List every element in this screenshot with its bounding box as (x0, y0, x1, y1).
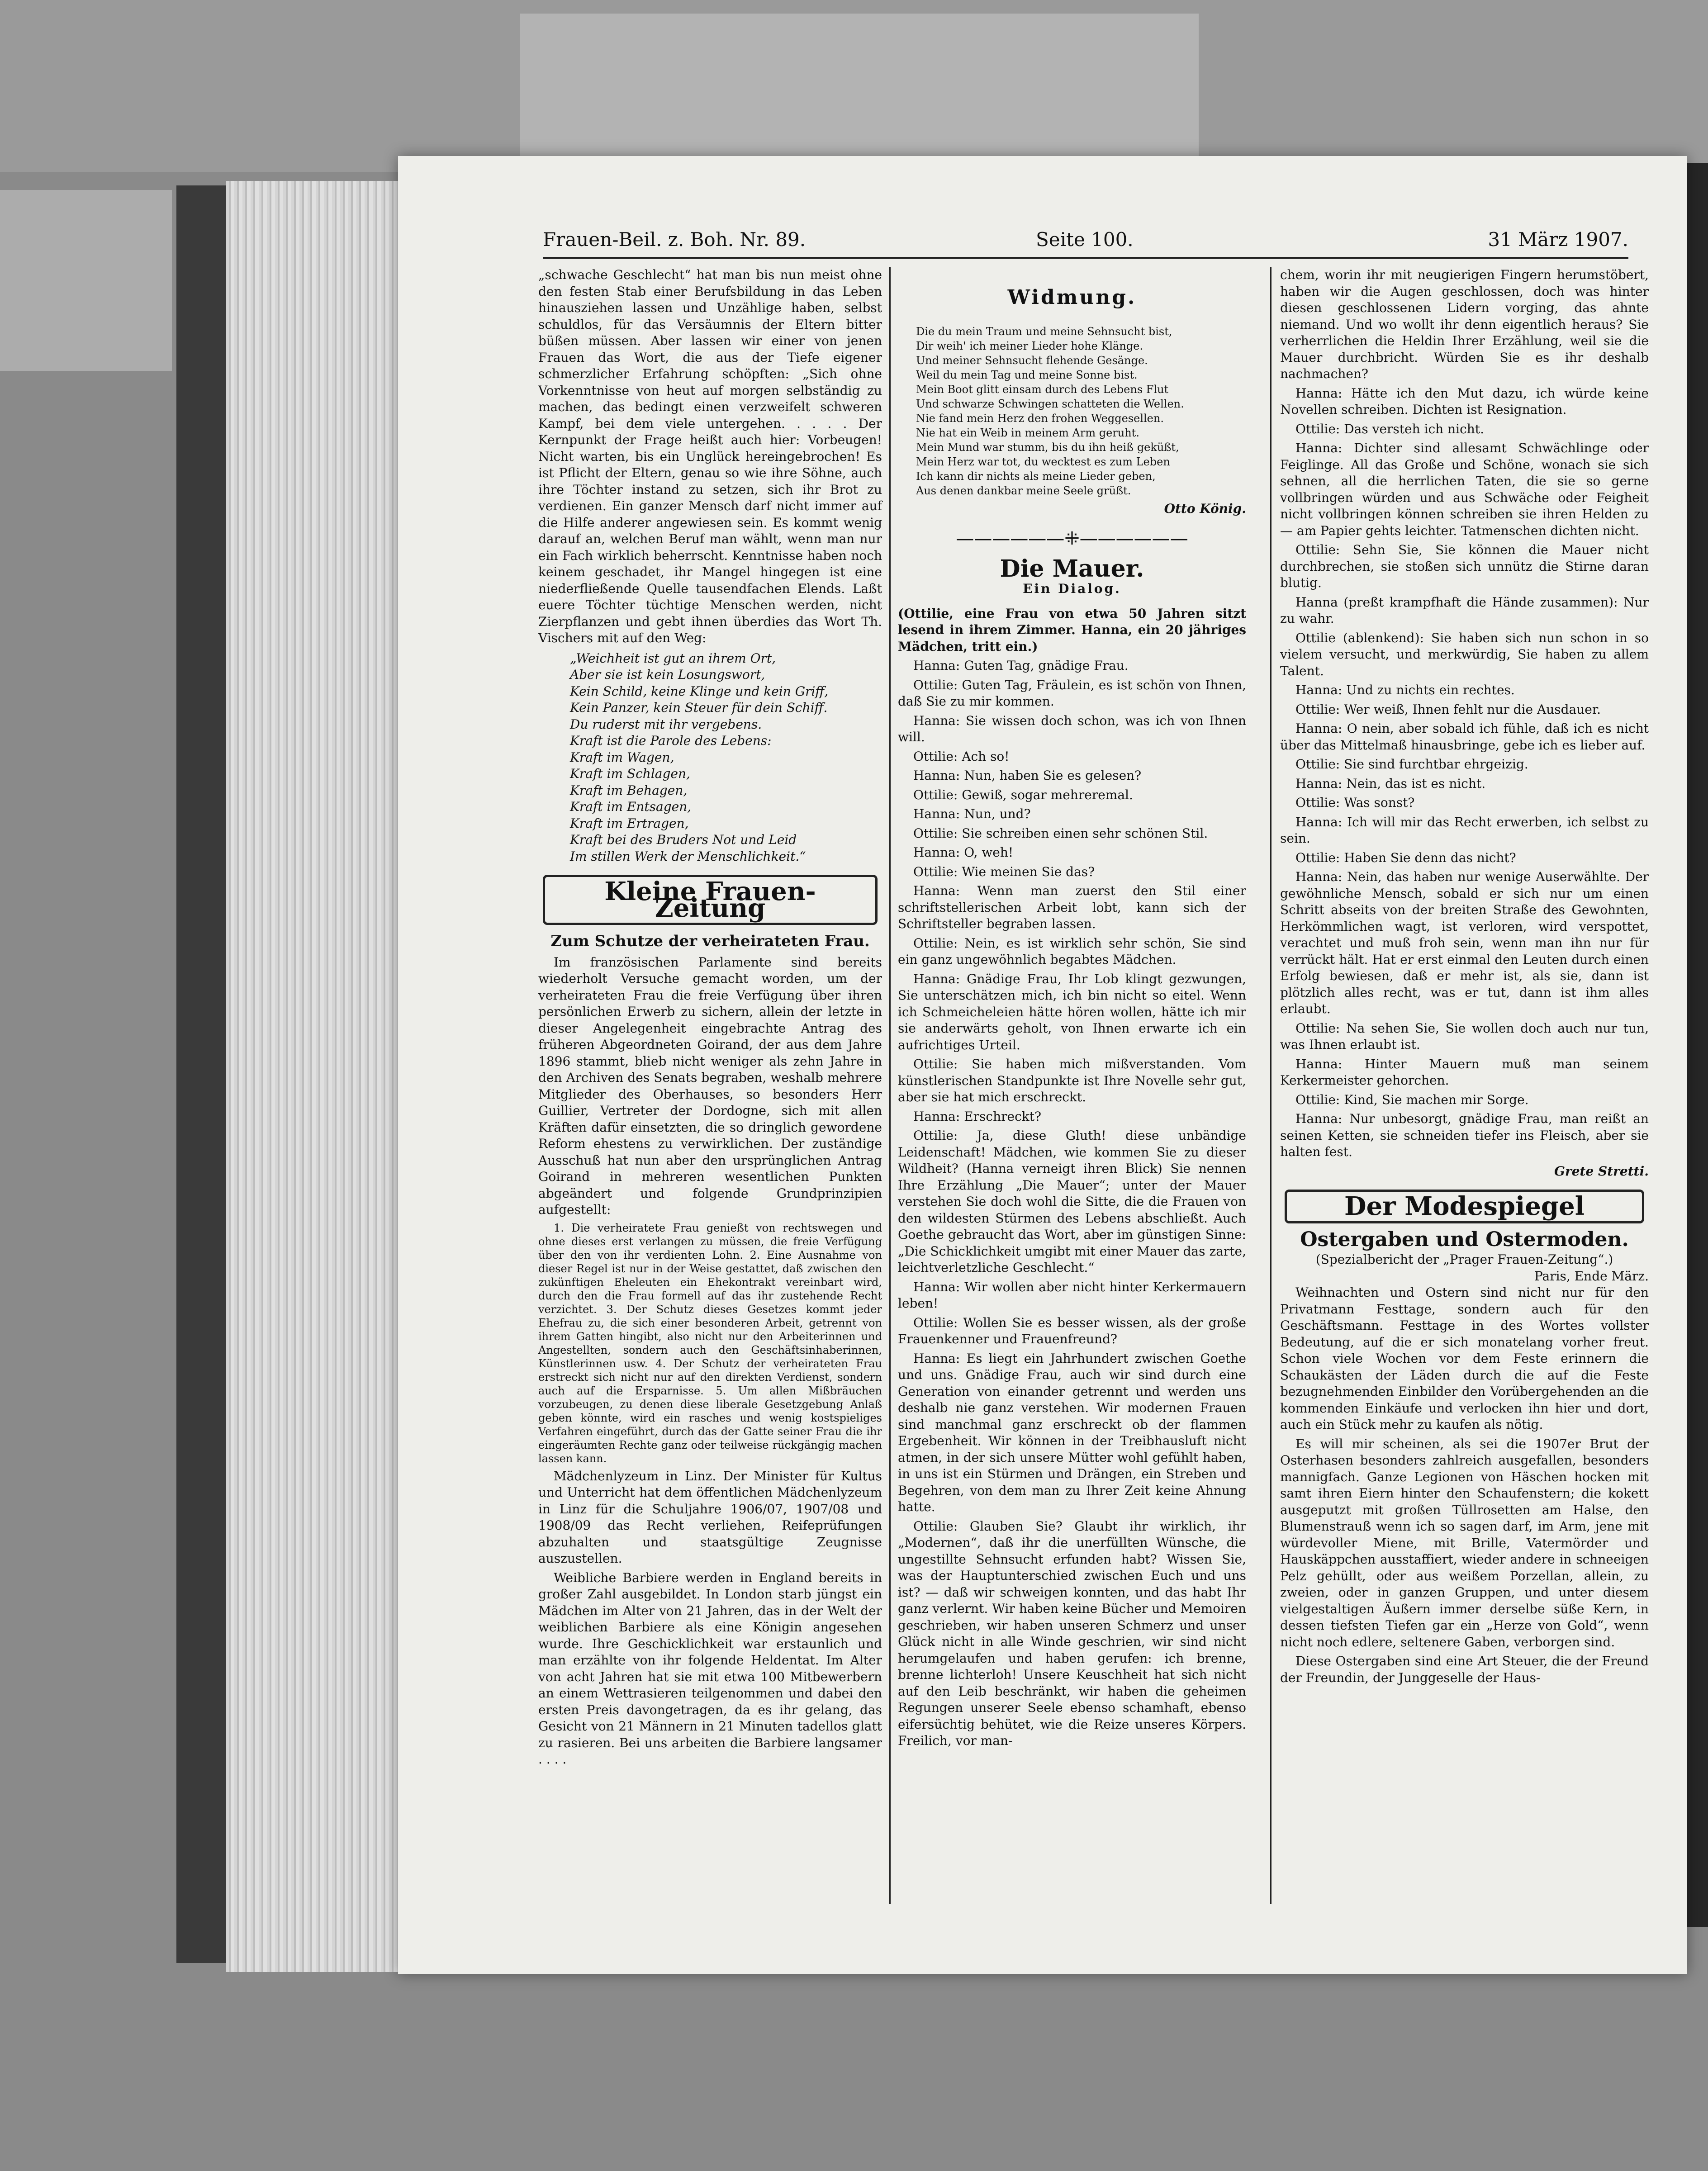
dialog-line: Hanna: Erschreckt? (913, 1109, 1041, 1124)
verse-line: Kein Schild, keine Klinge und kein Griff, (570, 683, 829, 699)
verse-line: Kein Panzer, kein Steuer für dein Schiff. (570, 700, 828, 715)
dialog-line: Ottilie: Ja, diese Gluth! diese unbändige Leidenschaft! Mädchen, wie kommen Sie zu dieser Wildheit? (Hanna verneigt ihren Blick) Sie nennen Ihre Erzählung „Die Mauer“; unter der Mauer verstehen Sie doch wohl die Sitte, die die Frauen von den wildesten Stürmen des Lebens abschließt. Auch Goethe gebraucht das Wort, aber im günstigen Sinne: „Die Schicklichkeit umgibt mit einer Mauer das zarte, leichtverletzliche Geschlecht.“ (898, 1128, 1246, 1275)
column-separator (889, 267, 891, 1904)
dialog-line: Ottilie: Wer weiß, Ihnen fehlt nur die Ausdauer. (1295, 702, 1601, 717)
poem-line: Nie fand mein Herz den frohen Weggesellen. (916, 412, 1164, 425)
dialog-line: Ottilie: Sehn Sie, Sie können die Mauer nicht durchbrechen, sie stoßen sich unnütz die Stirne daran blutig. (1280, 542, 1649, 590)
poem-line: Und schwarze Schwingen schatteten die Wellen. (916, 397, 1184, 410)
stage-direction: (Ottilie, eine Frau von etwa 50 Jahren sitzt lesend in ihrem Zimmer. Hanna, ein 20 jähriges Mädchen, tritt ein.) (898, 606, 1246, 654)
drama-author: Grete Stretti. (1554, 1163, 1649, 1179)
dialog-line: Ottilie: Na sehen Sie, Sie wollen doch auch nur tun, was Ihnen erlaubt ist. (1280, 1020, 1649, 1052)
header-page-number: Seite 100. (1036, 228, 1134, 251)
dialog-line: Ottilie: Glauben Sie? Glaubt ihr wirklich, ihr „Modernen“, daß ihr die unerfüllten Wünsche, die ungestillte Sehnsucht erfunden habt? Wissen Sie, was der Hauptunterschied zwischen Euch und uns ist? — daß wir schweigen konnten, und das habt Ihr ganz verlernt. Wir haben keine Bücher und Memoiren geschrieben, wir haben unseren Schmerz und unser Glück nicht in alle Winde geschrien, wir sind nicht herumgelaufen und haben gerufen: ich brenne, brenne lichterloh! Unsere Keuschheit hat sich nicht auf den Leib beschränkt, wir haben die geheimen Regungen unserer Seele ebenso schamhaft, ebenso eifersüchtig behütet, wie die Reize unseres Körpers. Freilich, vor man- (898, 1518, 1246, 1748)
fashion-title: Ostergaben und Ostermoden. (1300, 1228, 1629, 1251)
poem-author: Otto König. (1164, 501, 1246, 516)
dialog-line: Hanna: Wir wollen aber nicht hinter Kerkermauern leben! (898, 1279, 1246, 1311)
verse-line: Kraft im Entsagen, (570, 799, 692, 814)
dialog-line: Hanna: Sie wissen doch schon, was ich von Ihnen will. (898, 713, 1246, 744)
dialog-line: Ottilie: Wollen Sie es besser wissen, als der große Frauenkenner und Frauenfreund? (898, 1315, 1246, 1346)
dialog-line: Hanna: Hätte ich den Mut dazu, ich würde keine Novellen schreiben. Dichten ist Resignation. (1280, 385, 1649, 417)
article-paragraph: Weibliche Barbiere werden in England bereits in großer Zahl ausgebildet. In London starb jüngst ein Mädchen im Alter von 21 Jahren, das in der Welt der weiblichen Barbiere als eine Königin angesehen wurde. Ihre Geschicklichkeit war erstaunlich und man erzählte von ihr folgende Heldentat. Im Alter von acht Jahren hat sie mit etwa 100 Mitbewerbern an einem Wettrasieren teilgenommen und dabei den ersten Preis davongetragen, da es ihr gelang, das Gesicht von 21 Männern in 21 Minuten tadellos glatt zu rasieren. Bei uns arbeiten die Barbiere langsamer . . . . (538, 1570, 882, 1767)
poem-stanza (916, 382, 1246, 440)
poem-stanza (916, 324, 1246, 382)
drama-subtitle: Ein Dialog. (1023, 581, 1121, 596)
dialog-line: Hanna: O nein, aber sobald ich fühle, daß ich es nicht über das Mittelmaß hinausbringe, gebe ich es lieber auf. (1280, 721, 1649, 753)
section-title: Zum Schutze der verheirateten Frau. (550, 932, 870, 950)
kleine-frauen-zeitung-box: Kleine Frauen-Zeitung (543, 875, 878, 925)
verse-line: Kraft im Wagen, (570, 749, 674, 765)
dialog-line: Hanna: Es liegt ein Jahrhundert zwischen Goethe und uns. Gnädige Frau, auch wir sind durch eine Generation von einander getrennt und werden uns deshalb nie ganz verstehen. Wir modernen Frauen sind manchmal ganz erschreckt ob der flammen Ergebenheit. Wir können in der Treibhausluft nicht atmen, in der sich unsere Mütter wohl gefühlt haben, in uns ist ein Stürmen und Drängen, ein Streben und Begehren, von dem man zu Ihrer Zeit keine Ahnung hatte. (898, 1351, 1246, 1514)
poem-line: Die du mein Traum und meine Sehnsucht bist, (916, 325, 1172, 338)
dialog-line: Hanna: O, weh! (913, 845, 1014, 860)
article-paragraph: Weihnachten und Ostern sind nicht nur für den Privatmann Festtage, sondern auch für den Geschäftsmann. Festtage in des Wortes vollster Bedeutung, auf die er sich monatelang vorher freut. Schon viele Wochen vor dem Feste erinnern die Schaukästen der Läden durch die auf die Feste bezugnehmenden Einbilder den Vorübergehenden an die kommenden Einkäufe und verlocken ihn hier und dort, auch ein Stück mehr zu kaufen als nötig. (1280, 1285, 1649, 1432)
verse-line: Kraft ist die Parole des Lebens: (570, 733, 772, 748)
verse-line: Du ruderst mit ihr vergebens. (570, 716, 762, 732)
dateline: Paris, Ende März. (1534, 1268, 1649, 1284)
verse-line: Aber sie ist kein Losungswort, (570, 667, 765, 682)
poem (916, 324, 1246, 498)
background-blob (0, 190, 172, 371)
page-stack (226, 181, 407, 1972)
poem-line: Ich kann dir nichts als meine Lieder geben, (916, 469, 1156, 483)
book-edge (176, 185, 231, 1963)
column-1 (538, 267, 882, 1771)
verse-line: Im stillen Werk der Menschlichkeit.“ (570, 848, 806, 864)
dialog-line: Ottilie: Wie meinen Sie das? (913, 864, 1095, 879)
dialog-line: Hanna: Nur unbesorgt, gnädige Frau, man reißt an seinen Ketten, sie schneiden tiefer ins Fleisch, aber sie halten fest. (1280, 1111, 1649, 1159)
article-paragraph: „schwache Geschlecht“ hat man bis nun meist ohne den festen Stab einer Berufsbildung in das Leben hinausziehen lassen und Unzählige haben, selbst schuldlos, für das Versäumnis der Eltern bitter büßen müssen. Aber lassen wir einer von jenen Frauen das Wort, die aus der Tiefe eigener schmerzlicher Erfahrung schöpften: „Sich ohne Vorkenntnisse von heut auf morgen selbständig zu machen, das bedingt einen verzweifelt schweren Kampf, bei dem viele untergehen. . . . . Der Kernpunkt der Frage heißt auch hier: Vorbeugen! Nicht warten, bis ein Unglück hereingebrochen! Es ist Pflicht der Eltern, genau so wie ihre Söhne, auch ihre Töchter instand zu setzen, sich ihr Brot zu verdienen. Ein ganzer Mensch darf nicht immer auf die Hilfe anderer angewiesen sein. Es kommt wenig darauf an, welchen Beruf man wählt, wenn man nur ein Fach wirklich beherrscht. Kenntnisse haben noch keinem geschadet, ihr Mangel hingegen ist eine niederfließende Quelle tausendfachen Elends. Laßt euere Töchter tüchtige Menschen werden, nicht Zierpflanzen und gebt ihnen überdies das Wort Th. Vischers mit auf den Weg: (538, 267, 882, 645)
dialog-line: Ottilie: Haben Sie denn das nicht? (1295, 850, 1516, 865)
dialog-line: Hanna: Hinter Mauern muß man seinem Kerkermeister gehorchen. (1280, 1056, 1649, 1088)
dialog-line: Ottilie: Gewiß, sogar mehreremal. (913, 787, 1133, 802)
poem-line: Aus denen dankbar meine Seele grüßt. (916, 484, 1131, 497)
dialog-line: Ottilie: Sie sind furchtbar ehrgeizig. (1295, 757, 1528, 772)
dialog-line: Ottilie: Kind, Sie machen mir Sorge. (1295, 1092, 1529, 1107)
verse-line: Kraft bei des Bruders Not und Leid (570, 832, 797, 847)
verse-line: „Weichheit ist gut an ihrem Ort, (570, 650, 776, 666)
dialog-line: Ottilie: Ach so! (913, 749, 1010, 764)
dialog-line: Hanna: Guten Tag, gnädige Frau. (913, 658, 1129, 673)
article-paragraph: Es will mir scheinen, als sei die 1907er Brut der Osterhasen besonders zahlreich ausgefallen, besonders mannigfach. Ganze Legionen von Häschen hocken mit samt ihren Eiern hinter den Schaufenstern; die kokett ausgeputzt mit großen Tüllrosetten am Halse, den Blumenstrauß wenn ich so sagen darf, im Arm, jene mit würdevoller Miene, mit Brille, Vatermörder und Hauskäppchen ausstaffiert, wieder andere in schneeigen Pelz gehüllt, oder aus weißem Porzellan, allein, zu zweien, oder in ganzen Gruppen, und unter diesem vielgestaltigen Äußern immer derselbe süße Kern, in dessen tiefsten Tiefen gar ein „Herze von Gold“, wenn nicht noch edlere, seltenere Gaben, verborgen sind. (1280, 1436, 1649, 1650)
dialog-line: Ottilie: Sie schreiben einen sehr schönen Stil. (913, 825, 1208, 841)
poem-line: Mein Boot glitt einsam durch des Lebens Flut (916, 383, 1169, 396)
header-date: 31 März 1907. (1488, 228, 1628, 251)
vischer-verse (570, 650, 882, 865)
dialog-line: Hanna: Nun, und? (913, 806, 1031, 821)
poem-line: Und meiner Sehnsucht flehende Gesänge. (916, 354, 1148, 367)
poem-line: Weil du mein Tag und meine Sonne bist. (916, 368, 1138, 381)
column-3 (1280, 267, 1649, 1689)
dialog-line: Hanna: Gnädige Frau, Ihr Lob klingt gezwungen, Sie unterschätzen mich, ich bin nicht so eitel. Wenn ich Schmeicheleien hätte hören wollen, hätte ich mir sie anderwärts geholt, von Ihnen erwarte ich ein aufrichtiges Urteil. (898, 971, 1246, 1052)
dialog-line: Ottilie: Sie haben mich mißverstanden. Vom künstlerischen Standpunkte ist Ihre Novelle sehr gut, aber sie hat mich erschreckt. (898, 1057, 1246, 1104)
poem-title: Widmung. (1007, 286, 1137, 309)
dialog-line: Hanna: Und zu nichts ein rechtes. (1295, 683, 1515, 697)
poem-line: Dir weih' ich meiner Lieder hohe Klänge. (916, 339, 1143, 352)
dialog-line: Ottilie (ablenkend): Sie haben sich nun schon in so vielem versucht, und merkwürdig, Sie haben zu allem Talent. (1280, 630, 1649, 678)
dialog-line: Hanna: Ich will mir das Recht erwerben, ich selbst zu sein. (1280, 814, 1649, 846)
column-separator (1270, 267, 1272, 1904)
poem-line: Mein Herz war tot, du wecktest es zum Leben (916, 455, 1170, 468)
fashion-subtitle: (Spezialbericht der „Prager Frauen-Zeitung“.) (1315, 1252, 1613, 1267)
dialog-line: Hanna (preßt krampfhaft die Hände zusammen): Nur zu wahr. (1280, 594, 1649, 626)
drama-title: Die Mauer. (1000, 555, 1144, 583)
header-rule (543, 257, 1628, 259)
dialog-line: Ottilie: Guten Tag, Fräulein, es ist schön von Ihnen, daß Sie zu mir kommen. (898, 677, 1246, 709)
ornament-divider: ——————⁜—————— (956, 528, 1188, 549)
verse-line: Kraft im Ertragen, (570, 815, 689, 831)
dialog-line: Hanna: Wenn man zuerst den Stil einer schriftstellerischen Arbeit lobt, kann sich der Schriftsteller begraben lassen. (898, 883, 1246, 931)
dialog-line: Hanna: Nein, das haben nur wenige Auserwählte. Der gewöhnliche Mensch, sobald er sich nur um einen Schritt abseits von der breiten Straße des Gewohnten, Herkömmlichen wagt, ist verloren, wird verspottet, verachtet und muß froh sein, wenn man ihn nur für verrückt hält. Hat er erst einmal den Leuten durch einen Erfolg bewiesen, daß er mehr ist, als sie, dann ist plötzlich alles recht, was er tut, dann ist ihm alles erlaubt. (1280, 869, 1649, 1016)
poem-line: Mein Mund war stumm, bis du ihn heiß geküßt, (916, 441, 1179, 454)
article-paragraph: Im französischen Parlamente sind bereits wiederholt Versuche gemacht worden, um der verheirateten Frau die freie Verfügung über ihren persönlichen Erwerb zu sichern, allein der letzte in dieser Angelegenheit eingebrachte Antrag des früheren Abgeordneten Goirand, der aus dem Jahre 1896 stammt, blieb nicht weniger als zehn Jahre in den Archiven des Senats begraben, weshalb mehrere Mitglieder des Oberhauses, so besonders Herr Guillier, Vertreter der Dordogne, sich mit allen Kräften dafür einsetzten, die so dringlich gewordene Reform ehestens zu verwirklichen. Der zuständige Ausschuß hat nun aber den ursprünglichen Antrag Goirand in mehreren wesentlichen Punkten abgeändert und folgende Grundprinzipien aufgestellt: (538, 954, 882, 1217)
dialog-line: Hanna: Nun, haben Sie es gelesen? (913, 768, 1142, 783)
running-header (543, 228, 1628, 256)
dialog-line: Ottilie: Nein, es ist wirklich sehr schön, Sie sind ein ganz ungewöhnlich begabtes Mädchen. (898, 935, 1246, 967)
article-paragraph: Diese Ostergaben sind eine Art Steuer, die der Freund der Freundin, der Junggeselle der Haus- (1280, 1654, 1649, 1685)
verse-line: Kraft im Schlagen, (570, 766, 690, 781)
verse-line: Kraft im Behagen, (570, 782, 688, 798)
article-paragraph: 1. Die verheiratete Frau genießt von rechtswegen und ohne dieses erst verlangen zu müssen, die freie Verfügung über den von ihr verdienten Lohn. 2. Eine Ausnahme von dieser Regel ist nur in der Weise gestattet, daß zwischen den zukünftigen Eheleuten ein Ehekontrakt vereinbart wird, durch den die Frau formell auf das ihr zustehende Recht verzichtet. 3. Der Schutz dieses Gesetzes kommt jeder Ehefrau zu, die sich einer besonderen Arbeit, getrennt von ihrem Gatten hingibt, also nicht nur den Arbeiterinnen und Angestellten, sondern auch den Geschäftsinhaberinnen, Künstlerinnen usw. 4. Der Schutz der verheirateten Frau erstreckt sich nicht nur auf den direkten Verdienst, sondern auch auf die Ersparnisse. 5. Um allen Mißbräuchen vorzubeugen, zu denen diese liberale Gesetzgebung Anlaß geben könnte, wird ein rasches und wenig kostspieliges Verfahren eingeführt, durch das der Gatte seiner Frau die ihr eingeräumten Rechte ganz oder teilweise rückgängig machen lassen kann. (538, 1221, 882, 1465)
article-paragraph: Mädchenlyzeum in Linz. Der Minister für Kultus und Unterricht hat dem öffentlichen Mädchenlyzeum in Linz für die Schuljahre 1906/07, 1907/08 und 1908/09 das Recht verliehen, Reifeprüfungen abzuhalten und staatsgültige Zeugnisse auszustellen. (538, 1468, 882, 1566)
dialog-line: Hanna: Nein, das ist es nicht. (1295, 776, 1486, 791)
dialog-line: Ottilie: Das versteh ich nicht. (1295, 421, 1484, 436)
dialog-line: Hanna: Dichter sind allesamt Schwächlinge oder Feiglinge. All das Große und Schöne, wonach sie sich sehnen, all die herrlichen Taten, die sie so gerne vollbringen würden und aus Schwäche oder Feigheit nicht vollbringen können schreiben sie ihren Helden zu — am Papier gehts leichter. Tatmenschen dichten nicht. (1280, 441, 1649, 538)
dialog-line: Ottilie: Was sonst? (1295, 795, 1415, 810)
background-blob (520, 14, 1199, 163)
header-left: Frauen-Beil. z. Boh. Nr. 89. (543, 228, 806, 251)
dialog-line: chem, worin ihr mit neugierigen Fingern herumstöbert, haben wir die Augen geschlossen, doch was hinter diesen geschlossenen Lidern vorging, das ahnte niemand. Und wo wollt ihr denn eigentlich heraus? Sie verherrlichen die Heldin Ihrer Erzählung, weil sie die Mauer durchbricht. Würden Sie es ihr deshalb nachmachen? (1280, 267, 1649, 381)
modespiegel-box: Der Modespiegel (1285, 1190, 1644, 1223)
column-2 (898, 267, 1246, 1752)
poem-stanza (916, 440, 1246, 498)
poem-line: Nie hat ein Weib in meinem Arm geruht. (916, 426, 1139, 439)
